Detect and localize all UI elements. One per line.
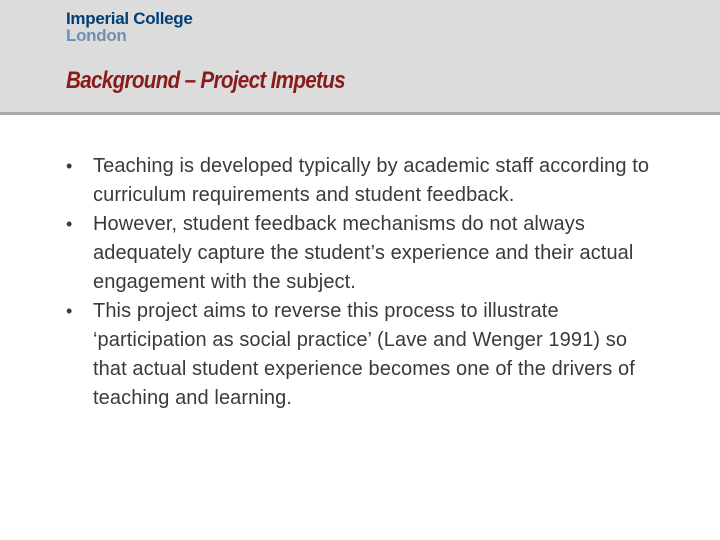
bullet-text: Teaching is developed typically by academic staff according to curriculum requirements and student feedback. <box>93 155 650 206</box>
bullet-list <box>66 152 666 413</box>
header-divider <box>0 112 720 115</box>
logo-line-london: London <box>66 26 127 45</box>
bullet-text: However, student feedback mechanisms do not always adequately capture the student’s experience and their actual engagement with the subject. <box>93 213 634 293</box>
bullet-point-icon: • <box>66 214 73 234</box>
bullet-point-icon: • <box>66 156 73 176</box>
imperial-college-logo <box>66 8 246 48</box>
bullet-point-icon: • <box>66 301 73 321</box>
bullet-item <box>66 152 666 210</box>
bullet-text: This project aims to reverse this process to illustrate ‘participation as social practice’ (Lave and Wenger 1991) so that actual student experience becomes one of the drivers of teaching and learning. <box>93 300 635 409</box>
bullet-item <box>66 297 666 413</box>
logo-line-imperial-college: Imperial College <box>66 9 193 28</box>
bullet-item <box>66 210 666 297</box>
slide-title: Background – Project Impetus <box>66 67 345 94</box>
